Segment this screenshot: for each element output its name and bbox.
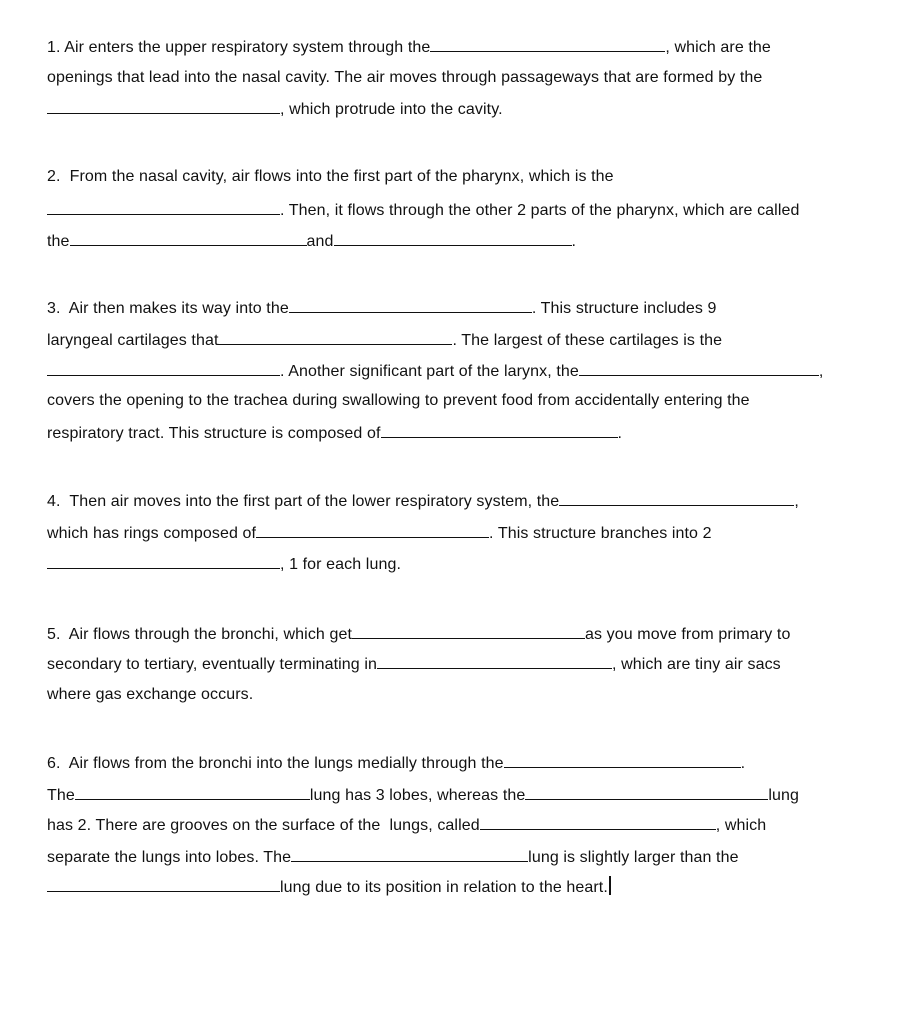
q3-line-1 (47, 296, 883, 318)
blank-field[interactable] (289, 296, 532, 313)
q6-line-2 (47, 783, 883, 805)
blank-field[interactable] (75, 783, 310, 800)
q4-text: which has rings composed of (47, 525, 257, 542)
q6-line-5 (47, 875, 883, 897)
q3-text: . The largest of these cartilages is the (452, 332, 723, 349)
blank-field[interactable] (256, 521, 489, 538)
blank-field[interactable] (504, 751, 741, 768)
blank-field[interactable] (579, 359, 819, 376)
q6-text: has 2. There are grooves on the surface of the lungs, called (47, 817, 480, 834)
q4-line-3 (47, 552, 883, 574)
q2-text: . (571, 233, 577, 250)
blank-field[interactable] (218, 328, 452, 345)
q1-text: , which protrude into the cavity. (280, 101, 503, 118)
q6-line-4 (47, 845, 883, 867)
q2-text: . Then, it flows through the other 2 parts of the pharynx, which are called (280, 202, 800, 219)
q2-text: 2. From the nasal cavity, air flows into the first part of the pharynx, which is the (47, 168, 614, 185)
q5-text: secondary to tertiary, eventually terminating in (47, 656, 377, 673)
q6-text: The (47, 787, 75, 804)
blank-field[interactable] (430, 35, 665, 52)
q3-text: 3. Air then makes its way into the (47, 300, 289, 317)
q1-text: 1. Air enters the upper respiratory system through the (47, 39, 431, 56)
q1-line-2 (47, 67, 883, 89)
q5-text: , which are tiny air sacs (612, 656, 781, 673)
q3-line-3 (47, 359, 883, 381)
q5-line-3 (47, 684, 883, 706)
blank-field[interactable] (352, 622, 585, 639)
blank-field[interactable] (70, 229, 307, 246)
q5-text: where gas exchange occurs. (47, 686, 254, 703)
q3-text: , (818, 363, 824, 380)
q3-line-5 (47, 421, 883, 443)
q3-line-4 (47, 390, 883, 412)
q5-line-2 (47, 652, 883, 674)
q3-text: covers the opening to the trachea during swallowing to prevent food from accidentally entering the (47, 392, 750, 409)
q6-text: separate the lungs into lobes. The (47, 849, 292, 866)
blank-field[interactable] (47, 552, 280, 569)
blank-field[interactable] (47, 359, 280, 376)
blank-field[interactable] (480, 813, 716, 830)
q3-text: . Another significant part of the larynx, the (280, 363, 579, 380)
q1-line-3 (47, 97, 883, 119)
blank-field[interactable] (47, 198, 280, 215)
q6-text: lung (768, 787, 800, 804)
q4-line-2 (47, 521, 883, 543)
blank-field[interactable] (381, 421, 618, 438)
q5-line-1 (47, 622, 883, 644)
q4-text: . This structure branches into 2 (489, 525, 712, 542)
q6-text: lung has 3 lobes, whereas the (309, 787, 526, 804)
blank-field[interactable] (334, 229, 572, 246)
q2-line-3 (47, 229, 883, 251)
blank-field[interactable] (559, 489, 794, 506)
q6-text: 6. Air flows from the bronchi into the lungs medially through the (47, 755, 504, 772)
blank-field[interactable] (377, 652, 612, 669)
q2-line-2 (47, 198, 883, 220)
blank-field[interactable] (47, 97, 280, 114)
q6-text: . (740, 755, 746, 772)
q3-line-2 (47, 328, 883, 350)
q3-text: laryngeal cartilages that (47, 332, 219, 349)
q3-text: respiratory tract. This structure is composed of (47, 425, 381, 442)
q6-line-3 (47, 813, 883, 835)
q1-line-1 (47, 35, 883, 57)
q3-text: . This structure includes 9 (531, 300, 717, 317)
q2-text: and (306, 233, 334, 250)
q4-text: , 1 for each lung. (280, 556, 401, 573)
q4-text: , (794, 493, 799, 510)
blank-field[interactable] (47, 875, 280, 892)
q4-text: 4. Then air moves into the first part of the lower respiratory system, the (47, 493, 560, 510)
q1-text: , which are the (665, 39, 771, 56)
q5-text: 5. Air flows through the bronchi, which get (47, 626, 353, 643)
blank-field[interactable] (525, 783, 768, 800)
blank-field[interactable] (291, 845, 528, 862)
q6-line-1 (47, 751, 883, 773)
q3-text: . (617, 425, 623, 442)
q2-text: the (47, 233, 70, 250)
q6-text: lung is slightly larger than the (528, 849, 739, 866)
q4-line-1 (47, 489, 883, 511)
q2-line-1 (47, 166, 883, 188)
q1-text: openings that lead into the nasal cavity. The air moves through passageways that are formed by the (47, 69, 763, 86)
q6-text: lung due to its position in relation to the heart. (280, 879, 608, 896)
q6-text: , which (715, 817, 767, 834)
text-cursor (609, 876, 611, 895)
q5-text: as you move from primary to (585, 626, 791, 643)
